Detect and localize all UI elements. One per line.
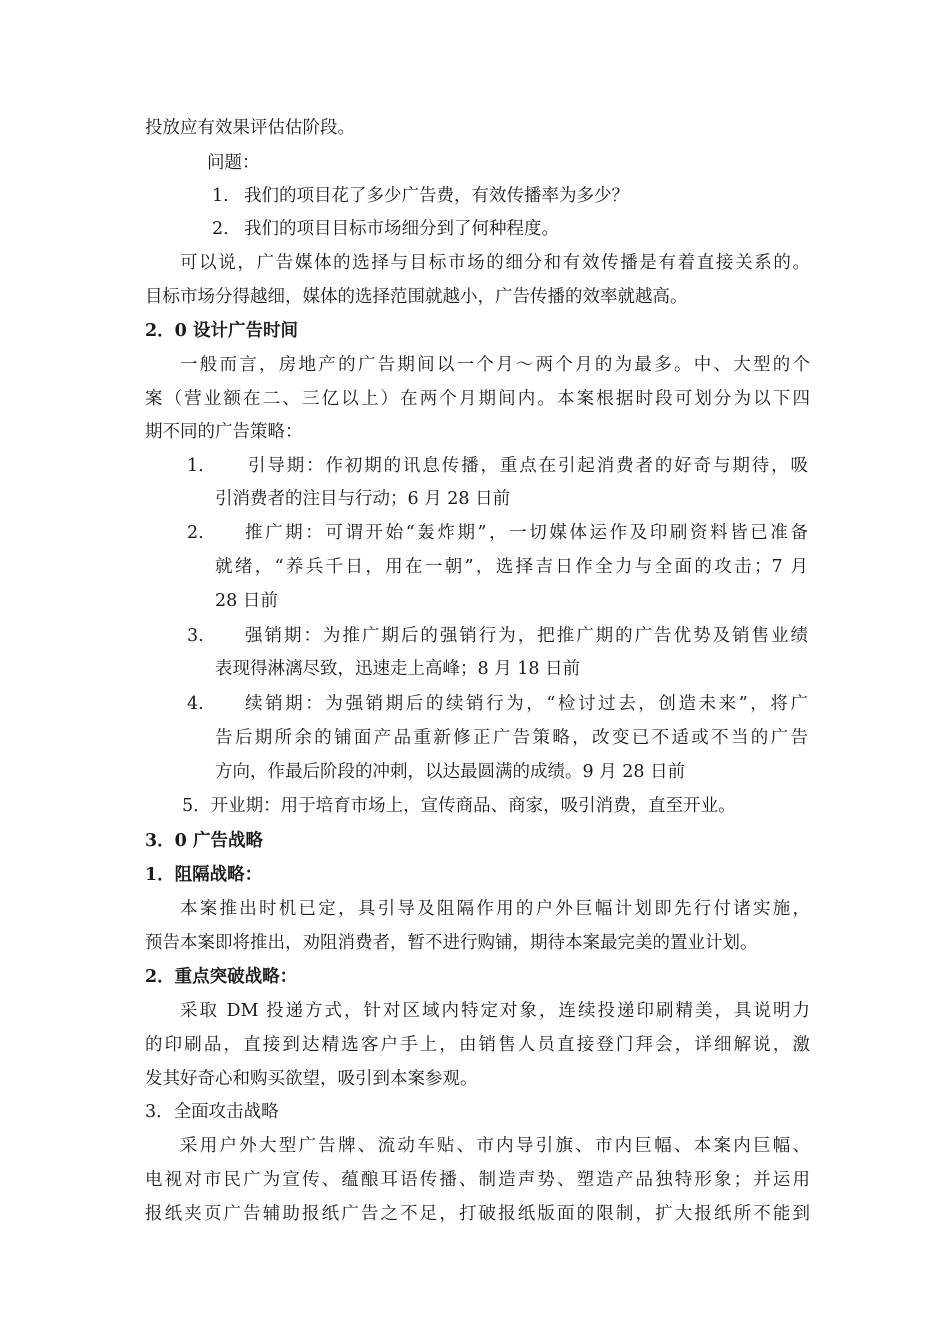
questions-label: 问题： bbox=[207, 153, 260, 173]
paragraph-line: 发其好奇心和购买欲望，吸引到本案参观。 bbox=[145, 1069, 478, 1089]
question-item bbox=[212, 185, 629, 207]
paragraph-line: 一般而言，房地产的广告期间以一个月～两个月的为最多。中、大型的个 bbox=[180, 355, 810, 375]
paragraph-line: 采取 DM 投递方式，针对区域内特定对象，连续投递印刷精美，具说明力 bbox=[180, 1001, 810, 1021]
list-item-line: 5．开业期：用于培育市场上，宣传商品、商家，吸引消费，直至开业。 bbox=[182, 796, 736, 816]
list-item-line: 方向，作最后阶段的冲刺，以达最圆满的成绩。9 月 28 日前 bbox=[215, 762, 686, 782]
list-number: 4. bbox=[187, 694, 204, 714]
list-item-line: 强销期：为推广期后的强销行为，把推广期的广告优势及销售业绩 bbox=[245, 626, 808, 646]
question-text: 我们的项目花了多少广告费，有效传播率为多少？ bbox=[244, 186, 629, 206]
paragraph-line: 目标市场分得越细，媒体的选择范围就越小，广告传播的效率就越高。 bbox=[145, 287, 688, 307]
paragraph-line: 案（营业额在二、三亿以上）在两个月期间内。本案根据时段可划分为以下四 bbox=[145, 389, 810, 409]
paragraph-line: 报纸夹页广告辅助报纸广告之不足，打破报纸版面的限制，扩大报纸所不能到 bbox=[145, 1204, 810, 1224]
paragraph-line: 本案推出时机已定，具引导及阻隔作用的户外巨幅计划即先行付诸实施， bbox=[180, 899, 810, 919]
paragraph-line: 电视对市民广为宣传、蕴酿耳语传播、制造声势、塑造产品独特形象；并运用 bbox=[145, 1170, 810, 1190]
list-item-line: 就绪，“养兵千日，用在一朝”，选择吉日作全力与全面的攻击；7 月 bbox=[215, 557, 808, 577]
paragraph-line: 的印刷品，直接到达精选客户手上，由销售人员直接登门拜会，详细解说，激 bbox=[145, 1035, 810, 1055]
question-text: 我们的项目目标市场细分到了何种程度。 bbox=[244, 219, 559, 239]
subsection-heading: 1．阻隔战略： bbox=[145, 865, 263, 885]
paragraph-line: 投放应有效果评估估阶段。 bbox=[145, 118, 355, 138]
section-heading: 3．0 广告战略 bbox=[145, 831, 263, 851]
list-item-line: 28 日前 bbox=[215, 591, 278, 611]
list-number: 3. bbox=[187, 626, 204, 646]
list-number: 2. bbox=[212, 219, 229, 239]
paragraph-line: 采用户外大型广告牌、流动车贴、市内导引旗、市内巨幅、本案内巨幅、 bbox=[180, 1136, 810, 1156]
list-item-line: 引导期：作初期的讯息传播，重点在引起消费者的好奇与期待，吸 bbox=[248, 456, 808, 476]
list-number: 1. bbox=[187, 456, 204, 476]
section-heading: 2．0 设计广告时间 bbox=[145, 321, 298, 341]
subsection-heading: 3．全面攻击战略 bbox=[145, 1102, 279, 1122]
list-item-line: 表现得淋漓尽致，迅速走上高峰；8 月 18 日前 bbox=[215, 659, 581, 679]
list-item-line: 引消费者的注目与行动；6 月 28 日前 bbox=[215, 489, 511, 509]
list-number: 2. bbox=[187, 523, 204, 543]
subsection-heading: 2．重点突破战略： bbox=[145, 967, 298, 987]
list-item-line: 告后期所余的铺面产品重新修正广告策略，改变已不适或不当的广告 bbox=[215, 728, 808, 748]
list-item-line: 推广期：可谓开始“轰炸期”，一切媒体运作及印刷资料皆已准备 bbox=[245, 523, 808, 543]
list-item-line: 续销期：为强销期后的续销行为，“检讨过去，创造未来”，将广 bbox=[245, 694, 808, 714]
paragraph-line: 可以说，广告媒体的选择与目标市场的细分和有效传播是有着直接关系的。 bbox=[180, 253, 810, 273]
paragraph-line: 预告本案即将推出，劝阻消费者，暂不进行购铺，期待本案最完美的置业计划。 bbox=[145, 933, 758, 953]
list-number: 1. bbox=[212, 186, 229, 206]
paragraph-line: 期不同的广告策略： bbox=[145, 422, 303, 442]
question-item bbox=[212, 218, 559, 240]
